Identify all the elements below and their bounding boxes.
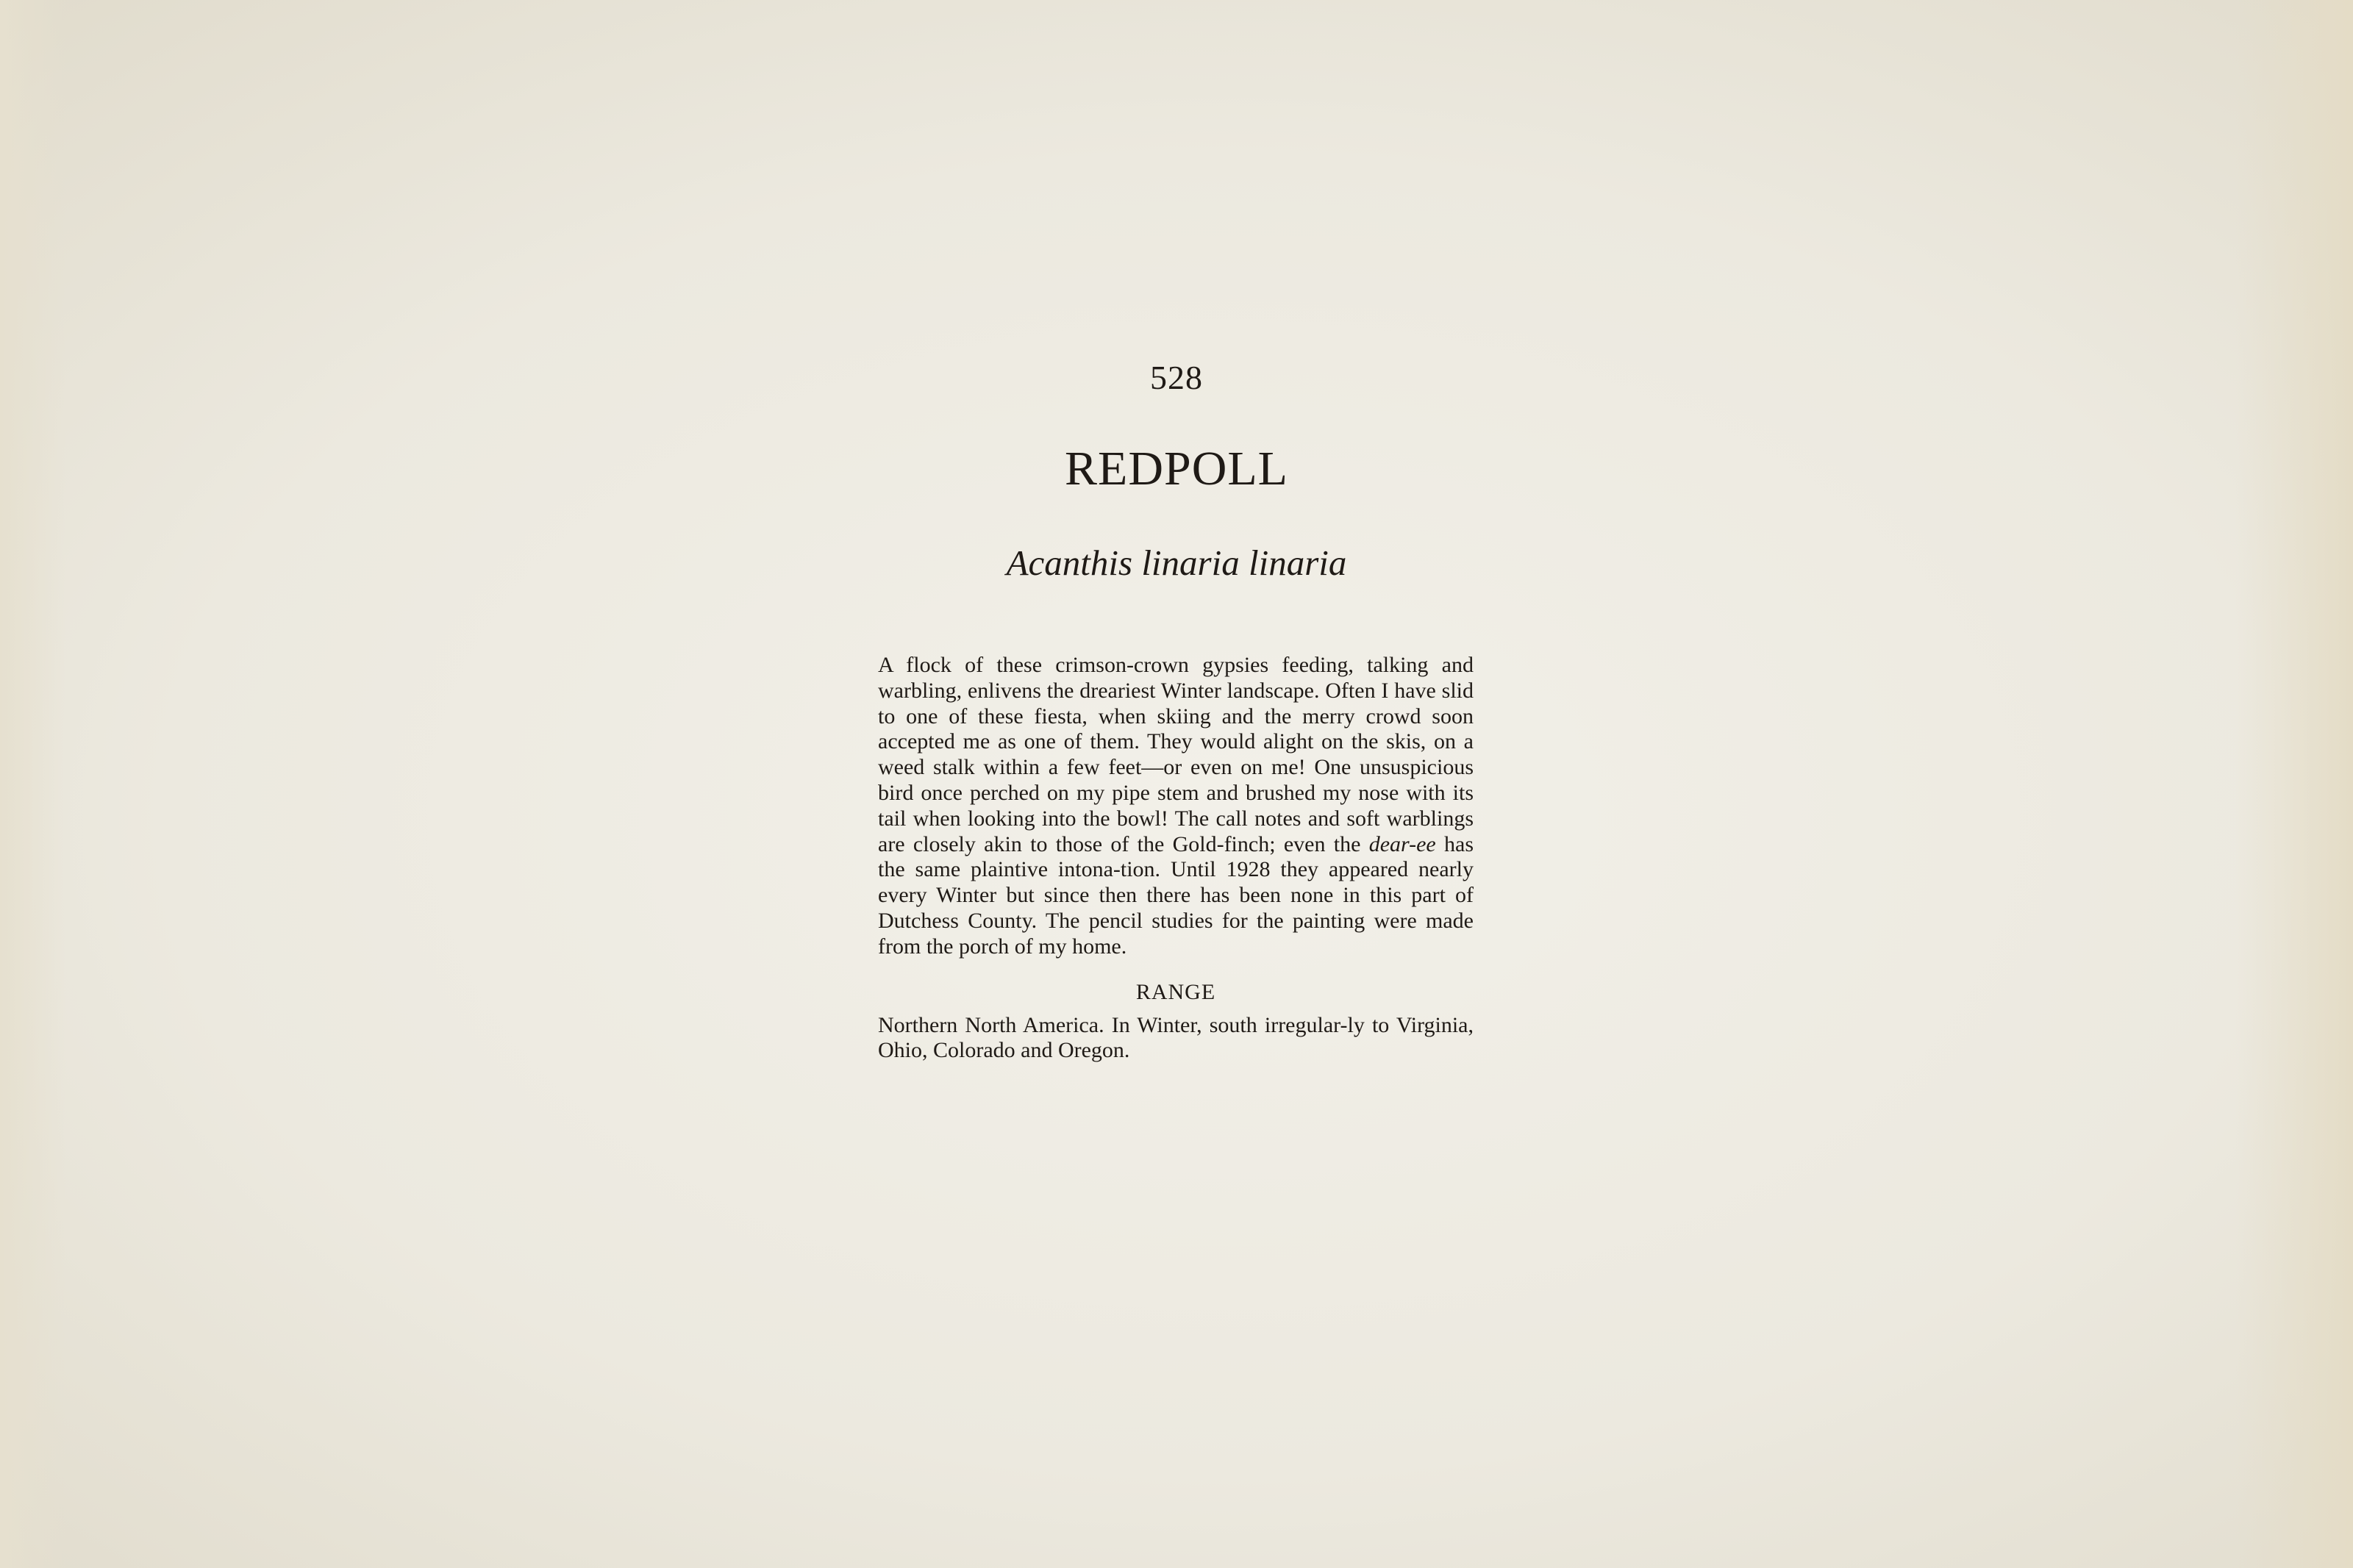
text-block: [878, 653, 1474, 1064]
range-text: Northern North America. In Winter, south irregular-ly to Virginia, Ohio, Colorado and Oregon.: [878, 1012, 1474, 1063]
paper-left-edge: [0, 0, 66, 1568]
page-title: REDPOLL: [1065, 442, 1288, 495]
description-paragraph: [878, 653, 1474, 960]
page-number: 528: [1150, 359, 1203, 396]
paper-right-edge: [2235, 0, 2353, 1568]
scientific-name: Acanthis linaria linaria: [1006, 543, 1347, 583]
range-heading: RANGE: [1135, 979, 1216, 1004]
call-note-italic: dear-ee: [1368, 831, 1436, 856]
description-text-start: A flock of these crimson-crown gypsies feeding, talking and warbling, enlivens the dreariest Winter landscape. Often I have slid to one of these fiesta, when skiing and the merry crowd soon accepted me as one of them. They would alight on the skis, on a weed stalk within a few feet—or even on me! One unsuspicious bird once perched on my pipe stem and brushed my nose with its tail when looking into the bowl! The call notes and soft warblings are closely akin to those of the Gold-finch; even the: [878, 653, 1474, 856]
description-text-end: has the same plaintive intona-tion. Until 1928 they appeared nearly every Winter but since then there has been none in this part of Dutchess County. The pencil studies for the painting were made from the porch of my home.: [878, 831, 1474, 959]
